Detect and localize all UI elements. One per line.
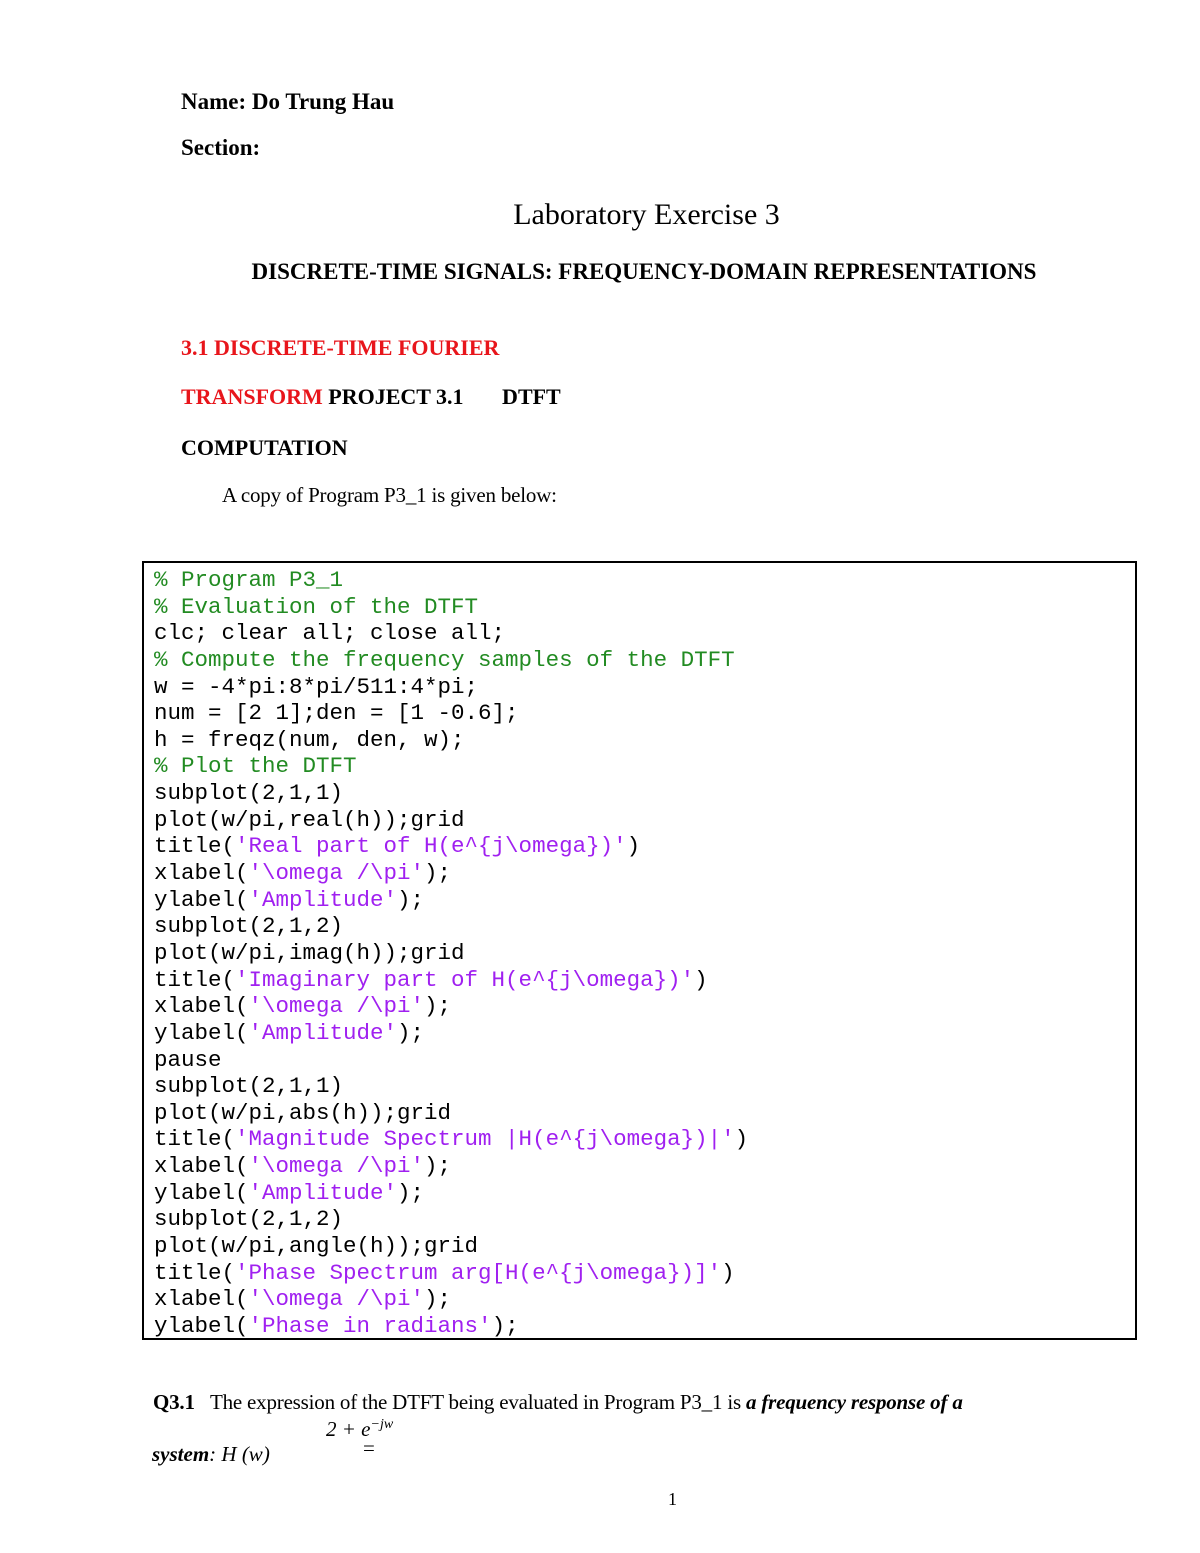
- code-text: title(: [154, 966, 236, 993]
- code-text: plot(w/pi,real(h));grid: [154, 806, 465, 833]
- section-heading-project: PROJECT 3.1 DTFT: [322, 384, 561, 409]
- code-text: w = -4*pi:8*pi/511:4*pi;: [154, 673, 479, 700]
- code-line: [154, 567, 748, 594]
- code-line: [154, 993, 748, 1020]
- code-text-end: ): [734, 1126, 749, 1153]
- question-text: The expression of the DTFT being evaluated in Program P3_1 is: [209, 1390, 746, 1414]
- code-line: [154, 753, 748, 780]
- question-q3-1: [153, 1390, 963, 1415]
- code-string: 'Amplitude': [248, 1019, 398, 1046]
- section-label: Section:: [181, 135, 261, 160]
- system-label: system: [152, 1442, 210, 1466]
- page-number: 1: [668, 1489, 677, 1509]
- code-text-end: );: [424, 993, 452, 1020]
- equation-numerator: [326, 1417, 393, 1442]
- code-text: h = freqz(num, den, w);: [154, 726, 465, 753]
- code-string: 'Real part of H(e^{j\omega})': [235, 833, 627, 860]
- code-comment: % Compute the frequency samples of the DTFT: [154, 646, 735, 673]
- code-text: ylabel(: [154, 1312, 249, 1339]
- code-string: 'Amplitude': [248, 1179, 398, 1206]
- code-text: subplot(2,1,2): [154, 913, 344, 940]
- code-line: [154, 967, 748, 994]
- code-text-end: ): [626, 833, 641, 860]
- code-text: ylabel(: [154, 1179, 249, 1206]
- question-emphasis: a frequency response of a: [745, 1390, 963, 1414]
- code-line: [154, 940, 748, 967]
- code-line: [154, 594, 748, 621]
- code-line: [154, 887, 748, 914]
- code-text: plot(w/pi,imag(h));grid: [154, 939, 465, 966]
- code-string: '\omega /\pi': [248, 1153, 425, 1180]
- code-text: xlabel(: [154, 993, 249, 1020]
- code-comment: % Plot the DTFT: [154, 753, 357, 780]
- code-string: 'Imaginary part of H(e^{j\omega})': [235, 966, 695, 993]
- code-listing-box: [142, 561, 1137, 1340]
- code-string: '\omega /\pi': [248, 993, 425, 1020]
- code-text: pause: [154, 1046, 222, 1073]
- code-text: num = [2 1];den = [1 -0.6];: [154, 700, 519, 727]
- code-line: [154, 1313, 748, 1340]
- question-label: Q3.1: [153, 1390, 195, 1414]
- code-text: xlabel(: [154, 1286, 249, 1313]
- code-line: [154, 833, 748, 860]
- code-line: [154, 780, 748, 807]
- code-text-end: );: [491, 1312, 519, 1339]
- code-text: plot(w/pi,angle(h));grid: [154, 1233, 479, 1260]
- code-text-end: ): [721, 1259, 735, 1286]
- code-text: title(: [154, 1126, 236, 1153]
- code-text: title(: [154, 1259, 236, 1286]
- code-text-end: );: [397, 886, 425, 913]
- code-text: xlabel(: [154, 860, 249, 887]
- code-line: [154, 1180, 748, 1207]
- section-heading-red: TRANSFORM: [181, 384, 323, 409]
- code-comment: % Program P3_1: [154, 567, 344, 593]
- code-text: subplot(2,1,1): [154, 1073, 344, 1100]
- code-text: xlabel(: [154, 1153, 249, 1180]
- code-string: 'Magnitude Spectrum |H(e^{j\omega})|': [235, 1126, 735, 1153]
- code-line: [154, 727, 748, 754]
- code-text: title(: [154, 833, 236, 860]
- code-string: '\omega /\pi': [248, 1286, 425, 1313]
- code-line: [154, 674, 748, 701]
- code-text: ylabel(: [154, 1019, 249, 1046]
- code-line: [154, 913, 748, 940]
- code-text-end: );: [397, 1179, 425, 1206]
- code-line: [154, 860, 748, 887]
- code-text-end: ): [694, 966, 708, 993]
- system-expression: : H (w): [209, 1442, 270, 1466]
- section-heading-line3: COMPUTATION: [181, 435, 348, 460]
- code-string: 'Phase Spectrum arg[H(e^{j\omega})]': [235, 1259, 722, 1286]
- code-comment: % Evaluation of the DTFT: [154, 593, 479, 620]
- code-text: plot(w/pi,abs(h));grid: [154, 1099, 452, 1126]
- equation-system: [152, 1442, 270, 1467]
- code-line: [154, 1233, 748, 1260]
- code-text-end: );: [424, 1286, 452, 1313]
- student-name: Name: Do Trung Hau: [181, 89, 395, 114]
- code-text: clc; clear all; close all;: [154, 620, 506, 647]
- document-subtitle: DISCRETE-TIME SIGNALS: FREQUENCY-DOMAIN REPRESENTATIONS: [251, 259, 1037, 284]
- code-text: subplot(2,1,1): [154, 780, 344, 807]
- code-text: ylabel(: [154, 886, 249, 913]
- code-line: [154, 807, 748, 834]
- code-string: '\omega /\pi': [248, 860, 425, 887]
- code-text-end: );: [424, 1153, 452, 1180]
- code-line: [154, 1100, 748, 1127]
- intro-text: A copy of Program P3_1 is given below:: [222, 483, 557, 507]
- equation-equals: =: [363, 1436, 375, 1460]
- code-text-end: );: [424, 860, 452, 887]
- code-text: subplot(2,1,2): [154, 1206, 344, 1233]
- code-line: [154, 1020, 748, 1047]
- document-title: Laboratory Exercise 3: [513, 198, 780, 231]
- code-string: 'Phase in radians': [248, 1312, 492, 1339]
- code-line: [154, 647, 748, 674]
- code-line: [154, 1260, 748, 1287]
- code-text-end: );: [397, 1019, 425, 1046]
- code-line: [154, 620, 748, 647]
- code-listing: [154, 567, 748, 1340]
- code-line: [154, 1153, 748, 1180]
- code-line: [154, 1286, 748, 1313]
- code-line: [154, 1126, 748, 1153]
- section-heading-line2: [181, 384, 561, 410]
- equation-numerator-text: 2 + e: [326, 1417, 371, 1441]
- code-line: [154, 700, 748, 727]
- section-heading-line1: 3.1 DISCRETE-TIME FOURIER: [181, 335, 500, 360]
- code-line: [154, 1073, 748, 1100]
- code-line: [154, 1047, 748, 1074]
- code-line: [154, 1206, 748, 1233]
- code-string: 'Amplitude': [248, 886, 398, 913]
- equation-exponent: −jw: [370, 1417, 394, 1432]
